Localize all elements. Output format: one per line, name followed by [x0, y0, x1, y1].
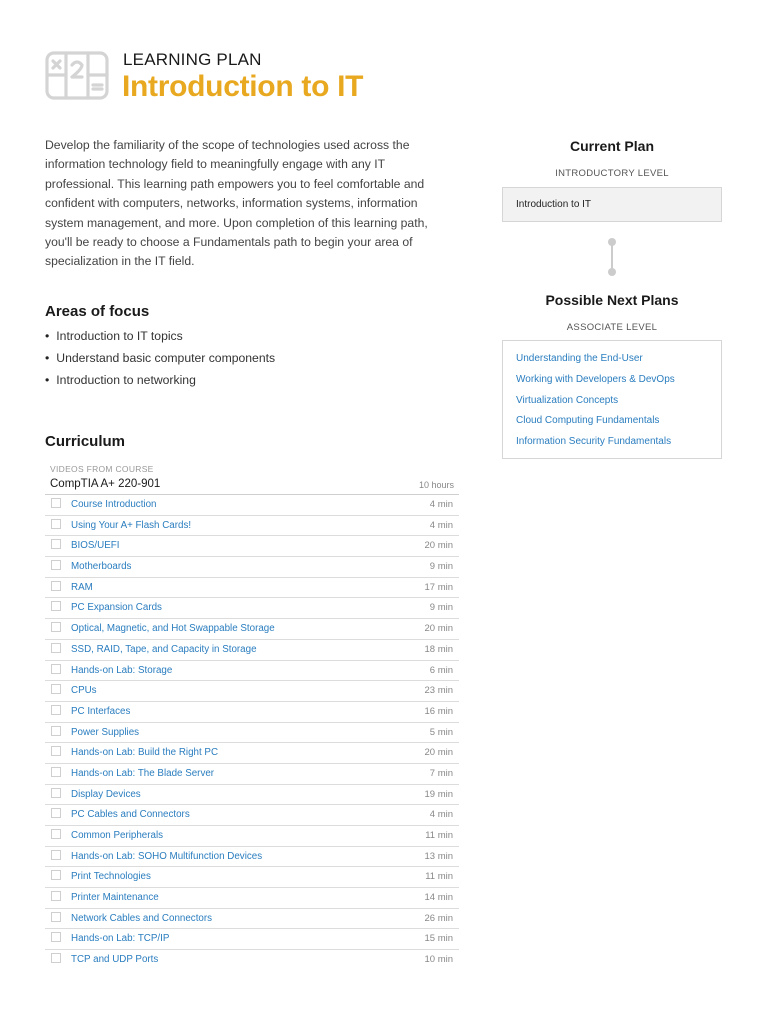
lesson-link[interactable]: Hands-on Lab: Storage	[71, 664, 173, 676]
lesson-duration: 14 min	[424, 892, 453, 904]
next-plan-link[interactable]: Understanding the End-User	[516, 353, 643, 364]
lesson-checkbox[interactable]	[51, 726, 61, 736]
lesson-row	[45, 661, 459, 682]
lesson-link[interactable]: Course Introduction	[71, 499, 157, 510]
lesson-checkbox[interactable]	[51, 664, 61, 674]
lesson-row	[45, 702, 459, 723]
curriculum-heading: Curriculum	[45, 433, 126, 450]
lesson-checkbox[interactable]	[51, 622, 61, 632]
lesson-link[interactable]: Using Your A+ Flash Cards!	[71, 519, 192, 531]
next-plans-box	[502, 340, 722, 459]
lesson-checkbox[interactable]	[51, 891, 61, 901]
lesson-row	[45, 723, 459, 744]
next-plans-level: ASSOCIATE LEVEL	[566, 322, 658, 333]
lesson-list	[45, 495, 459, 971]
lesson-checkbox[interactable]	[51, 643, 61, 653]
lesson-link[interactable]: Power Supplies	[71, 726, 140, 738]
lesson-link[interactable]: Printer Maintenance	[71, 892, 159, 904]
lesson-checkbox[interactable]	[51, 539, 61, 549]
lesson-row	[45, 826, 459, 847]
lesson-duration: 10 min	[424, 954, 453, 966]
lesson-checkbox[interactable]	[51, 746, 61, 756]
lesson-duration: 11 min	[425, 871, 453, 883]
current-plan-box: Introduction to IT	[502, 187, 722, 222]
lesson-link[interactable]: CPUs	[71, 685, 97, 697]
lesson-duration: 23 min	[424, 685, 453, 697]
lesson-duration: 20 min	[424, 747, 453, 759]
lesson-duration: 6 min	[429, 664, 453, 676]
lesson-row	[45, 598, 459, 619]
lesson-checkbox[interactable]	[51, 560, 61, 570]
lesson-link[interactable]: Hands-on Lab: The Blade Server	[71, 767, 215, 779]
lesson-checkbox[interactable]	[51, 912, 61, 922]
lesson-checkbox[interactable]	[51, 767, 61, 777]
plan-type-label: LEARNING PLAN	[123, 50, 262, 69]
course-name: CompTIA A+ 220-901	[50, 478, 161, 490]
lesson-duration: 7 min	[429, 767, 453, 779]
next-plan-link[interactable]: Working with Developers & DevOps	[516, 373, 675, 385]
lesson-row	[45, 681, 459, 702]
lesson-link[interactable]: Print Technologies	[71, 871, 151, 883]
lesson-duration: 20 min	[424, 540, 453, 552]
lesson-row	[45, 764, 459, 785]
lesson-duration: 19 min	[424, 788, 453, 800]
lesson-duration: 20 min	[424, 623, 453, 635]
lesson-duration: 5 min	[429, 726, 453, 738]
lesson-link[interactable]: Hands-on Lab: TCP/IP	[71, 933, 170, 945]
lesson-row	[45, 495, 459, 516]
lesson-duration: 11 min	[425, 830, 453, 841]
lesson-row	[45, 909, 459, 930]
lesson-row	[45, 785, 459, 806]
lesson-duration: 26 min	[424, 912, 453, 924]
lesson-duration: 18 min	[424, 643, 453, 655]
lesson-row	[45, 805, 459, 826]
lesson-link[interactable]: TCP and UDP Ports	[71, 954, 159, 966]
lesson-checkbox[interactable]	[51, 808, 61, 818]
lesson-link[interactable]: Motherboards	[71, 561, 132, 573]
current-plan-heading: Current Plan	[569, 138, 654, 154]
lesson-checkbox[interactable]	[51, 519, 61, 529]
lesson-checkbox[interactable]	[51, 684, 61, 694]
lesson-row	[45, 929, 459, 950]
lesson-link[interactable]: Network Cables and Connectors	[71, 912, 213, 924]
lesson-duration: 17 min	[424, 581, 453, 593]
lesson-link[interactable]: RAM	[71, 581, 93, 593]
page-title: Introduction to IT	[122, 70, 364, 103]
lesson-link[interactable]: Common Peripherals	[71, 830, 164, 841]
lesson-duration: 4 min	[429, 499, 453, 510]
next-plan-link[interactable]: Cloud Computing Fundamentals	[516, 415, 660, 427]
lesson-link[interactable]: PC Interfaces	[71, 705, 131, 717]
lesson-checkbox[interactable]	[51, 705, 61, 715]
lesson-row	[45, 578, 459, 599]
focus-heading: Areas of focus	[45, 303, 150, 320]
lesson-link[interactable]: Hands-on Lab: SOHO Multifunction Devices	[71, 850, 263, 862]
lesson-duration: 13 min	[424, 850, 453, 862]
lesson-duration: 16 min	[424, 705, 453, 717]
focus-item: • Introduction to networking	[45, 371, 275, 393]
current-plan-level: INTRODUCTORY LEVEL	[555, 168, 669, 179]
lesson-row	[45, 516, 459, 537]
lesson-duration: 15 min	[424, 933, 453, 945]
lesson-row	[45, 536, 459, 557]
lesson-link[interactable]: SSD, RAID, Tape, and Capacity in Storage	[71, 643, 257, 655]
lesson-checkbox[interactable]	[51, 498, 61, 508]
next-plan-link[interactable]: Information Security Fundamentals	[516, 436, 672, 448]
lesson-checkbox[interactable]	[51, 581, 61, 591]
lesson-row	[45, 888, 459, 909]
focus-item: • Understand basic computer components	[45, 349, 275, 371]
lesson-checkbox[interactable]	[51, 788, 61, 798]
lesson-checkbox[interactable]	[51, 932, 61, 942]
lesson-row	[45, 743, 459, 764]
lesson-link[interactable]: PC Cables and Connectors	[71, 809, 190, 821]
lesson-link[interactable]: PC Expansion Cards	[71, 602, 162, 614]
lesson-row	[45, 950, 459, 971]
lesson-row	[45, 847, 459, 868]
lesson-link[interactable]: Optical, Magnetic, and Hot Swappable Storage	[71, 623, 275, 635]
focus-list	[45, 327, 275, 393]
lesson-row	[45, 867, 459, 888]
plan-connector-icon	[604, 237, 620, 277]
lesson-checkbox[interactable]	[51, 953, 61, 963]
lesson-link[interactable]: Display Devices	[71, 788, 141, 800]
lesson-duration: 4 min	[429, 809, 453, 821]
videos-label: VIDEOS FROM COURSE	[50, 464, 154, 474]
calculator-icon	[44, 48, 110, 102]
next-plan-link[interactable]: Virtualization Concepts	[516, 394, 619, 406]
course-header	[45, 477, 459, 495]
lesson-checkbox[interactable]	[51, 829, 61, 839]
focus-item: • Introduction to IT topics	[45, 327, 275, 349]
next-plans-heading: Possible Next Plans	[545, 292, 679, 308]
lesson-row	[45, 619, 459, 640]
lesson-checkbox[interactable]	[51, 850, 61, 860]
lesson-checkbox[interactable]	[51, 870, 61, 880]
lesson-row	[45, 557, 459, 578]
intro-paragraph: Develop the familiarity of the scope of technologies used across the information technology field to meaningfully engage with any IT professional. This learning path empowers you to feel comfortable and confident with computers, networks, information systems, information system management, and more. Upon completion of this learning path, you'll be ready to choose a Fundamentals path to begin your area of specialization in the IT field.	[45, 138, 428, 269]
lesson-checkbox[interactable]	[51, 601, 61, 611]
lesson-row	[45, 640, 459, 661]
lesson-duration: 9 min	[429, 602, 453, 614]
lesson-duration: 9 min	[429, 561, 453, 573]
lesson-duration: 4 min	[429, 519, 453, 531]
lesson-link[interactable]: BIOS/UEFI	[71, 540, 120, 552]
course-duration: 10 hours	[418, 480, 454, 490]
lesson-link[interactable]: Hands-on Lab: Build the Right PC	[71, 747, 219, 759]
